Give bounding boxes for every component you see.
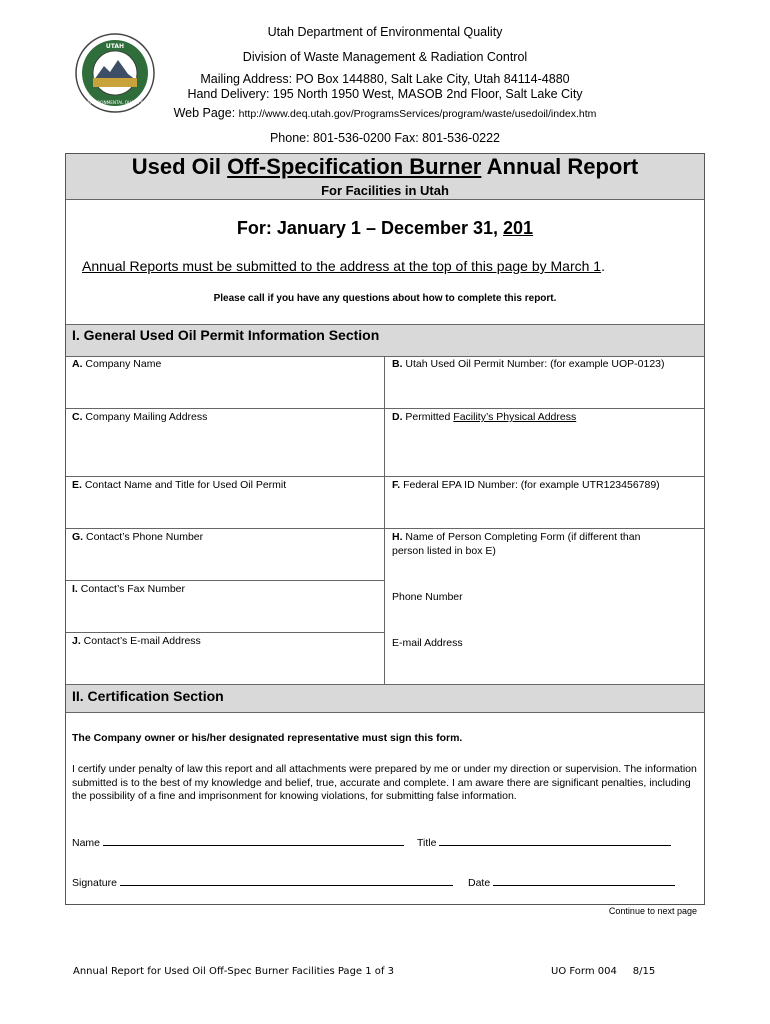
certification-statement: I certify under penalty of law this report and all attachments were prepared by me or under my direction or supervision. The information submitted is to the best of my knowledge and belief, true, accurate and complete. I am aware there are significant penalties, including the possibility of a fine and imprisonment for knowing violations, for submitting false information. [72,763,697,802]
divider [66,528,704,529]
column-divider [384,356,385,684]
period-text: For: January 1 – December 31, [236,218,504,238]
submission-note [82,258,605,274]
field-h-person-completing [392,531,640,558]
field-letter: B. [392,358,403,370]
submission-note-text: Annual Reports must be submitted to the address at the top of this page by March 1 [82,258,602,274]
form-id: UO Form 004 [551,966,617,977]
section1-title: I. General Used Oil Permit Information Section [72,327,380,343]
divider [66,580,384,581]
form-date: 8/15 [632,966,656,977]
date-blank [493,874,675,886]
field-label: Company Name [82,358,162,370]
field-letter: G. [72,531,84,543]
mailing-address: Mailing Address: PO Box 144880, Salt Lake City, Utah 84114-4880 [200,72,570,86]
agency-name: Utah Department of Environmental Quality [267,25,503,39]
title-blank [439,834,671,846]
continue-note: Continue to next page [608,906,697,916]
field-label: Contact’s E-mail Address [80,635,201,647]
svg-text:UTAH: UTAH [105,43,125,50]
web-page-line [0,106,770,120]
field-d-physical-address [392,411,576,425]
field-e-contact-name [72,479,286,493]
title-label: Title [417,837,437,849]
submission-note-end: . [601,258,605,274]
division-name: Division of Waste Management & Radiation Control [242,50,528,64]
phone-fax: Phone: 801-536-0200 Fax: 801-536-0222 [269,131,501,145]
field-letter: H. [392,531,403,543]
date-label: Date [468,877,491,889]
divider [66,684,704,685]
field-letter: D. [392,411,403,423]
svg-text:ENVIRONMENTAL QUALITY: ENVIRONMENTAL QUALITY [87,100,143,105]
field-letter: C. [72,411,83,423]
field-label-line2: person listed in box E) [392,544,496,557]
field-h-phone-number: Phone Number [392,591,463,603]
field-letter: I. [72,583,78,595]
field-label: Utah Used Oil Permit Number: (for example UOP-0123) [402,358,665,370]
field-f-epa-id [392,479,660,493]
footer-page-info: Annual Report for Used Oil Off-Spec Burner Facilities Page 1 of 3 [73,966,394,977]
reporting-period [66,218,704,239]
report-title [66,154,704,180]
field-label: Federal EPA ID Number: (for example UTR123456789) [400,479,660,491]
hand-delivery-address: Hand Delivery: 195 North 1950 West, MASOB 2nd Floor, Salt Lake City [187,87,583,101]
web-page-label: Web Page: [173,106,236,120]
field-label: Contact Name and Title for Used Oil Permit [81,479,287,491]
field-label: Name of Person Completing Form (if different than [402,531,641,543]
field-letter: E. [72,479,82,491]
section2-title: II. Certification Section [72,688,224,704]
date-line [468,874,675,889]
period-year: 201 [503,218,534,238]
divider [66,324,704,325]
field-a-company-name [72,358,161,372]
web-page-link[interactable]: http://www.deq.utah.gov/ProgramsServices/program/waste/usedoil/index.htm [238,108,597,120]
title-text: Used Oil [131,154,228,179]
divider [66,408,704,409]
name-label: Name [72,837,101,849]
name-blank [103,834,404,846]
field-label: Contact’s Phone Number [83,531,204,543]
report-subtitle: For Facilities in Utah [321,183,449,198]
signature-line [72,874,453,889]
field-j-contact-email [72,635,201,649]
field-letter: F. [392,479,401,491]
field-label-underlined: Facility’s Physical Address [453,411,577,423]
field-c-mailing-address [72,411,207,425]
field-g-contact-phone [72,531,203,545]
divider [66,199,704,200]
divider [66,356,704,357]
field-label: Permitted [402,411,454,423]
help-note: Please call if you have any questions about how to complete this report. [213,293,557,304]
name-line [72,834,404,849]
field-i-contact-fax [72,583,185,597]
signature-blank [120,874,453,886]
divider [66,632,384,633]
field-b-permit-number [392,358,665,372]
owner-signature-note: The Company owner or his/her designated representative must sign this form. [72,732,463,744]
title-line [417,834,671,849]
field-letter: A. [72,358,83,370]
field-label: Company Mailing Address [82,411,208,423]
title-text-end: Annual Report [481,154,639,179]
field-label: Contact’s Fax Number [77,583,186,595]
footer-form-id [551,966,655,977]
divider [66,712,704,713]
field-letter: J. [72,635,81,647]
signature-label: Signature [72,877,117,889]
field-h-email-address: E-mail Address [392,637,463,649]
divider [66,476,704,477]
title-underlined: Off-Specification Burner [227,154,482,179]
